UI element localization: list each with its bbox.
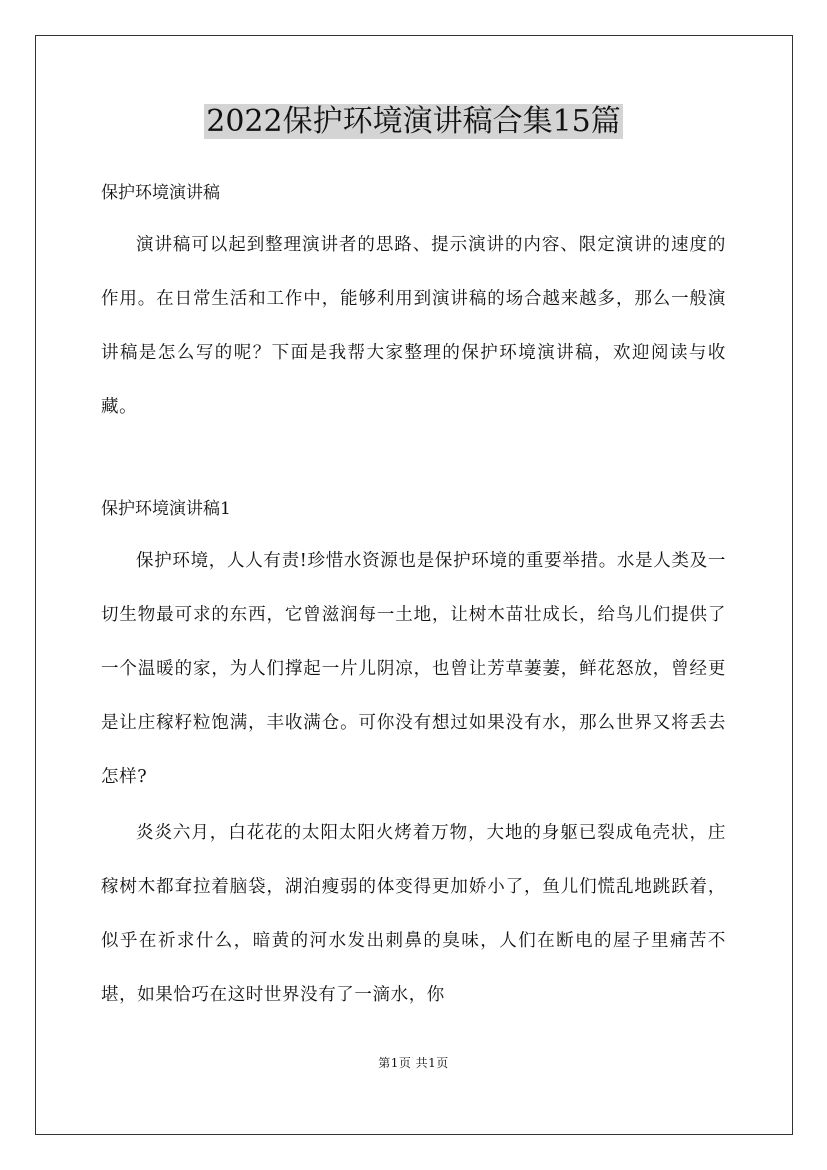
section-1-heading: 保护环境演讲稿1	[101, 499, 231, 519]
section-1-paragraph-1: 保护环境，人人有责!珍惜水资源也是保护环境的重要举措。水是人类及一切生物最可求的东西，它曾滋润每一土地，让树木苗壮成长，给鸟儿们提供了一个温暖的家，为人们撑起一片儿阴凉，也曾让芳草萋萋，鲜花怒放，曾经更是让庄稼籽粒饱满，丰收满仓。可你没有想过如果没有水，那么世界又将丢去怎样?	[101, 551, 726, 787]
document-body	[101, 168, 726, 1022]
document-title-text: 2022保护环境演讲稿合集15篇	[206, 104, 621, 139]
document-title	[0, 100, 827, 144]
section-1-paragraph-2: 炎炎六月，白花花的太阳太阳火烤着万物，大地的身躯已裂成龟壳状，庄稼树木都耷拉着脑袋，湖泊瘦弱的体变得更加娇小了，鱼儿们慌乱地跳跃着，似乎在祈求什么，暗黄的河水发出刺鼻的臭味，人们在断电的屋子里痛苦不堪，如果恰巧在这时世界没有了一滴水，你	[101, 823, 726, 1005]
intro-heading: 保护环境演讲稿	[101, 183, 220, 203]
section-spacer	[101, 434, 726, 484]
intro-paragraph: 演讲稿可以起到整理演讲者的思路、提示演讲的内容、限定演讲的速度的作用。在日常生活和工作中，能够利用到演讲稿的场合越来越多，那么一般演讲稿是怎么写的呢？下面是我帮大家整理的保护环境演讲稿，欢迎阅读与收藏。	[101, 235, 726, 417]
page-footer: 第1页 共1页	[378, 1056, 449, 1070]
